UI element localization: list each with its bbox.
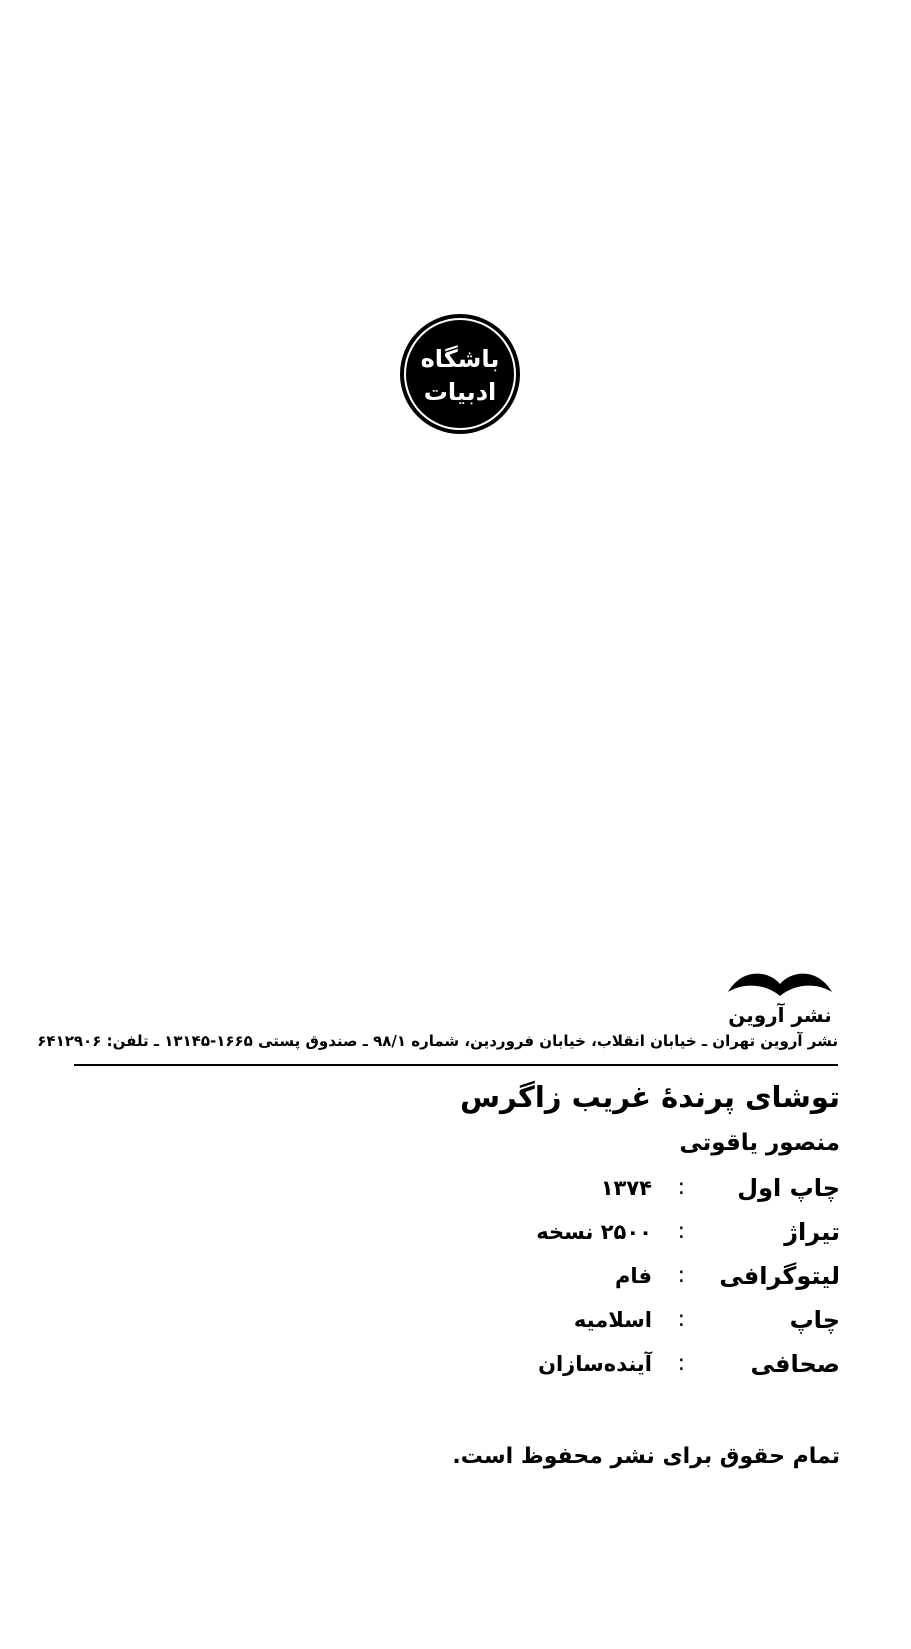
rights-notice: تمام حقوق برای نشر محفوظ است. [452,1444,840,1469]
credit-label: چاپ اول [737,1174,840,1202]
credit-label: صحافی [750,1350,840,1378]
credit-separator: : [677,1219,685,1244]
credits-list [500,1168,840,1388]
credit-separator: : [677,1307,685,1332]
publisher-logo [720,962,840,1028]
divider [74,1064,838,1066]
stamp-text-line2: ادبیات [423,378,497,406]
credit-row-binding [500,1344,840,1388]
library-stamp [398,312,522,436]
credit-row-print-run [500,1212,840,1256]
credit-row-lithography [500,1256,840,1300]
publisher-address: نشر آروین تهران ـ خیابان انقلاب، خیابان فروردین، شماره ۹۸/۱ ـ صندوق پستی ۱۶۶۵-۱۳۱۴۵ ـ تلفن: ۶۴۱۲۹۰۶ [37,1032,838,1050]
credit-separator: : [677,1351,685,1376]
credit-separator: : [677,1175,685,1200]
library-stamp-seal [398,312,522,436]
open-book-icon [720,962,840,1028]
credit-label: لیتوگرافی [719,1262,840,1290]
credit-label: تیراژ [784,1218,840,1246]
book-title: توشای پرندهٔ غریب زاگرس [459,1080,840,1114]
credit-row-printing [500,1300,840,1344]
stamp-text-line1: باشگاه [420,345,500,373]
publisher-logo-text: نشر آروین [728,1003,832,1027]
credit-value: ۲۵۰۰ نسخه [536,1220,652,1244]
credit-label: چاپ [789,1306,840,1334]
book-author: منصور یاقوتی [679,1130,840,1156]
credit-value: ۱۳۷۴ [600,1176,652,1200]
credit-row-edition [500,1168,840,1212]
credit-value: آینده‌سازان [538,1352,652,1376]
credit-separator: : [677,1263,685,1288]
credit-value: فام [614,1264,652,1288]
credit-value: اسلامیه [573,1308,652,1332]
